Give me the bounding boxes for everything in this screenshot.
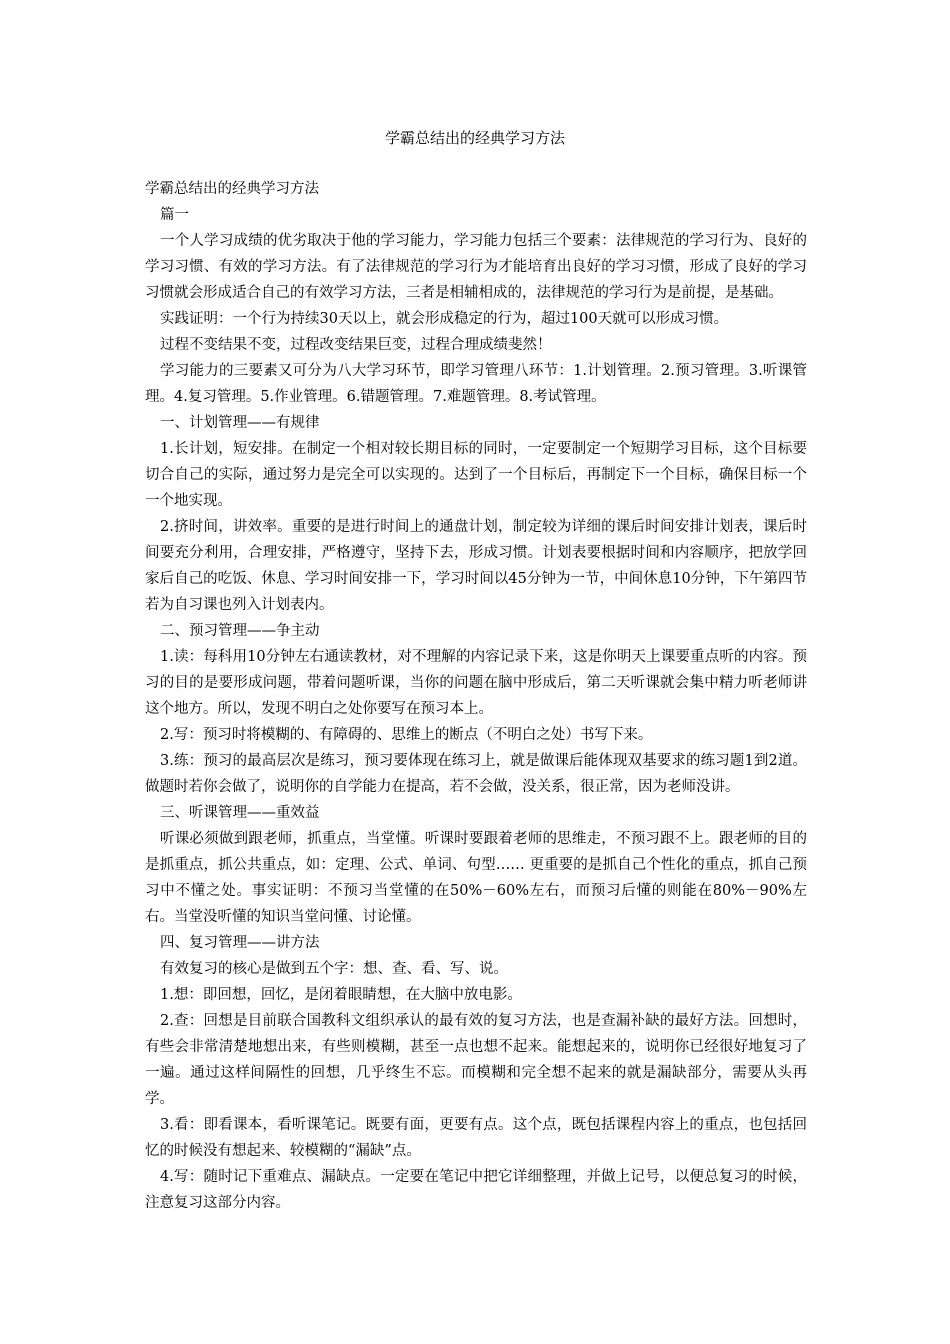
- body-paragraph: 二、预习管理——争主动: [160, 623, 320, 639]
- body-paragraph: 三、听课管理——重效益: [160, 805, 320, 821]
- body-paragraph: 四、复习管理——讲方法: [160, 935, 320, 951]
- body-paragraph: 学霸总结出的经典学习方法: [145, 181, 319, 197]
- body-paragraph: 2.挤时间，讲效率。重要的是进行时间上的通盘计划，制定较为详细的课后时间安排计划表，课后时间要充分利用，合理安排，严格遵守，坚持下去，形成习惯。计划表要根据时间和内容顺序，把放学回家后自己的吃饭、休息、学习时间安排一下，学习时间以45分钟为一节，中间休息10分钟，下午第四节若为自习课也列入计划表内。: [145, 519, 807, 613]
- body-paragraph: 3.看：即看课本，看听课笔记。既要有面，更要有点。这个点，既包括课程内容上的重点，也包括回忆的时候没有想起来、较模糊的“漏缺”点。: [145, 1117, 807, 1159]
- body-paragraph: 1.长计划，短安排。在制定一个相对较长期目标的同时，一定要制定一个短期学习目标，这个目标要切合自己的实际，通过努力是完全可以实现的。达到了一个目标后，再制定下一个目标，确保目标一个一个地实现。: [145, 441, 807, 509]
- body-paragraph: 听课必须做到跟老师，抓重点，当堂懂。听课时要跟着老师的思维走，不预习跟不上。跟老师的目的是抓重点，抓公共重点，如：定理、公式、单词、句型…… 更重要的是抓自己个性化的重点，抓自己预习中不懂之处。事实证明：不预习当堂懂的在50%－60%左右，而预习后懂的则能在80%－90%左右。当堂没听懂的知识当堂问懂、讨论懂。: [145, 831, 807, 925]
- body-paragraph: 1.读：每科用10分钟左右通读教材，对不理解的内容记录下来，这是你明天上课要重点听的内容。预习的目的是要形成问题，带着问题听课，当你的问题在脑中形成后，第二天听课就会集中精力听老师讲这个地方。所以，发现不明白之处你要写在预习本上。: [145, 649, 808, 717]
- body-paragraph: 实践证明：一个行为持续30天以上，就会形成稳定的行为，超过100天就可以形成习惯。: [160, 311, 729, 327]
- body-paragraph: 一个人学习成绩的优劣取决于他的学习能力，学习能力包括三个要素：法律规范的学习行为、良好的学习习惯、有效的学习方法。有了法律规范的学习行为才能培育出良好的学习习惯，形成了良好的学习习惯就会形成适合自己的有效学习方法，三者是相辅相成的，法律规范的学习行为是前提，是基础。: [145, 233, 807, 301]
- body-paragraph: 一、计划管理——有规律: [160, 415, 320, 431]
- body-paragraph: 有效复习的核心是做到五个字：想、查、看、写、说。: [160, 961, 508, 977]
- body-paragraph: 学习能力的三要素又可分为八大学习环节，即学习管理八环节：1.计划管理。2.预习管理。3.听课管理。4.复习管理。5.作业管理。6.错题管理。7.难题管理。8.考试管理。: [145, 363, 807, 405]
- body-paragraph: 1.想：即回想，回忆，是闭着眼睛想，在大脑中放电影。: [160, 987, 522, 1003]
- document-body: [145, 176, 807, 1216]
- body-paragraph: 3.练：预习的最高层次是练习，预习要体现在练习上，就是做课后能体现双基要求的练习题1到2道。做题时若你会做了，说明你的自学能力在提高，若不会做，没关系，很正常，因为老师没讲。: [145, 753, 807, 795]
- body-paragraph: 2.查：回想是目前联合国教科文组织承认的最有效的复习方法，也是查漏补缺的最好方法。回想时，有些会非常清楚地想出来，有些则模糊，甚至一点也想不起来。能想起来的，说明你已经很好地复习了一遍。通过这样间隔性的回想，几乎终生不忘。而模糊和完全想不起来的就是漏缺部分，需要从头再学。: [145, 1013, 807, 1107]
- body-paragraph: 篇一: [160, 207, 189, 223]
- body-paragraph: 过程不变结果不变，过程改变结果巨变，过程合理成绩斐然！: [160, 337, 552, 353]
- body-paragraph: 2.写：预习时将模糊的、有障碍的、思维上的断点（不明白之处）书写下来。: [160, 727, 653, 743]
- document-title: 学霸总结出的经典学习方法: [384, 129, 565, 147]
- body-paragraph: 4.写：随时记下重难点、漏缺点。一定要在笔记中把它详细整理，并做上记号，以便总复习的时候，注意复习这部分内容。: [145, 1169, 807, 1211]
